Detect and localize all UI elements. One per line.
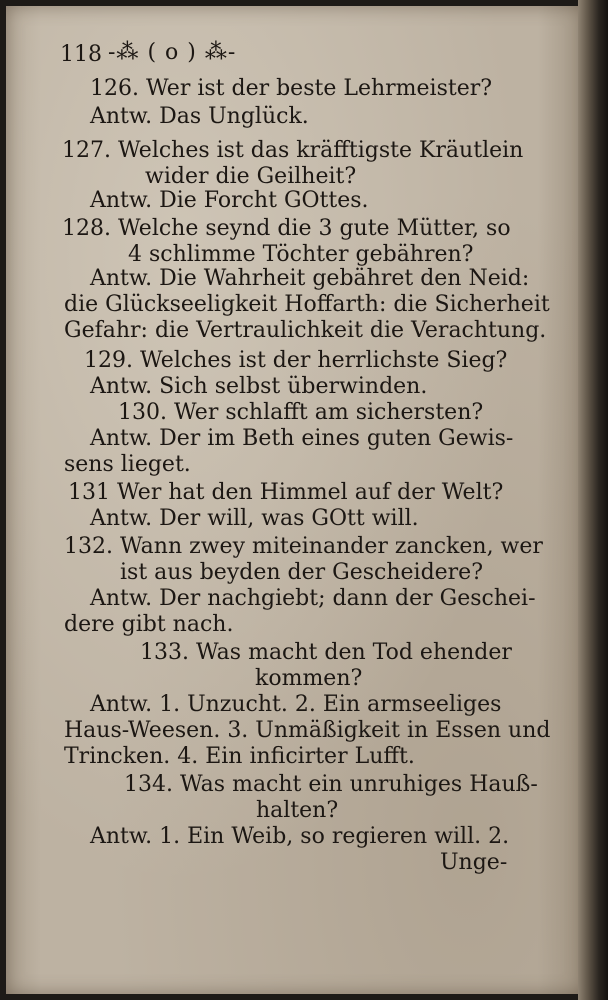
answer-line: sens lieget. [64,452,191,477]
question-line: 128. Welche seynd die 3 gute Mütter, so [62,216,511,241]
answer-line: dere gibt nach. [64,612,234,637]
answer-line: Antw. 1. Ein Weib, so regieren will. 2. [90,824,510,849]
question-line: 127. Welches ist das kräfftigste Kräutlein [62,138,524,163]
answer-line: Trincken. 4. Ein inficirter Lufft. [64,744,415,769]
header-ornament [108,38,236,68]
question-line: 4 schlimme Töchter gebähren? [128,242,474,267]
book-spine-shadow [578,0,608,1000]
question-line: 129. Welches ist der herrlichste Sieg? [84,348,508,373]
answer-line: Antw. Sich selbst überwinden. [90,374,428,399]
catchword: Unge- [440,850,508,875]
answer-line: Antw. Das Unglück. [90,104,309,129]
answer-line: die Glückseeligkeit Hoffarth: die Sicherheit [64,292,550,317]
ornament-center: ( o ) [147,40,197,65]
question-line: halten? [256,798,339,823]
answer-line: Antw. Der nachgiebt; dann der Geschei- [90,586,536,611]
ornament-left: -⁂ [108,40,140,65]
question-line: 131 Wer hat den Himmel auf der Welt? [68,480,504,505]
answer-line: Antw. Der im Beth eines guten Gewis- [90,426,514,451]
answer-line: Antw. Die Forcht GOttes. [90,188,369,213]
question-line: ist aus beyden der Gescheidere? [120,560,483,585]
answer-line: Antw. Der will, was GOtt will. [90,506,419,531]
page-number: 118 [60,42,102,67]
question-line: wider die Geilheit? [145,164,357,189]
answer-line: Antw. 1. Unzucht. 2. Ein armseeliges [90,692,502,717]
answer-line: Gefahr: die Vertraulichkeit die Verachtung. [64,318,547,343]
answer-line: Antw. Die Wahrheit gebähret den Neid: [90,266,530,291]
question-line: 134. Was macht ein unruhiges Hauß- [124,772,538,797]
ornament-right: ⁂- [204,40,237,65]
question-line: 130. Wer schlafft am sichersten? [118,400,484,425]
question-line: 126. Wer ist der beste Lehrmeister? [90,76,493,101]
question-line: kommen? [255,666,363,691]
question-line: 133. Was macht den Tod ehender [140,640,512,665]
question-line: 132. Wann zwey miteinander zancken, wer [64,534,543,559]
answer-line: Haus-Weesen. 3. Unmäßigkeit in Essen und [64,718,551,743]
